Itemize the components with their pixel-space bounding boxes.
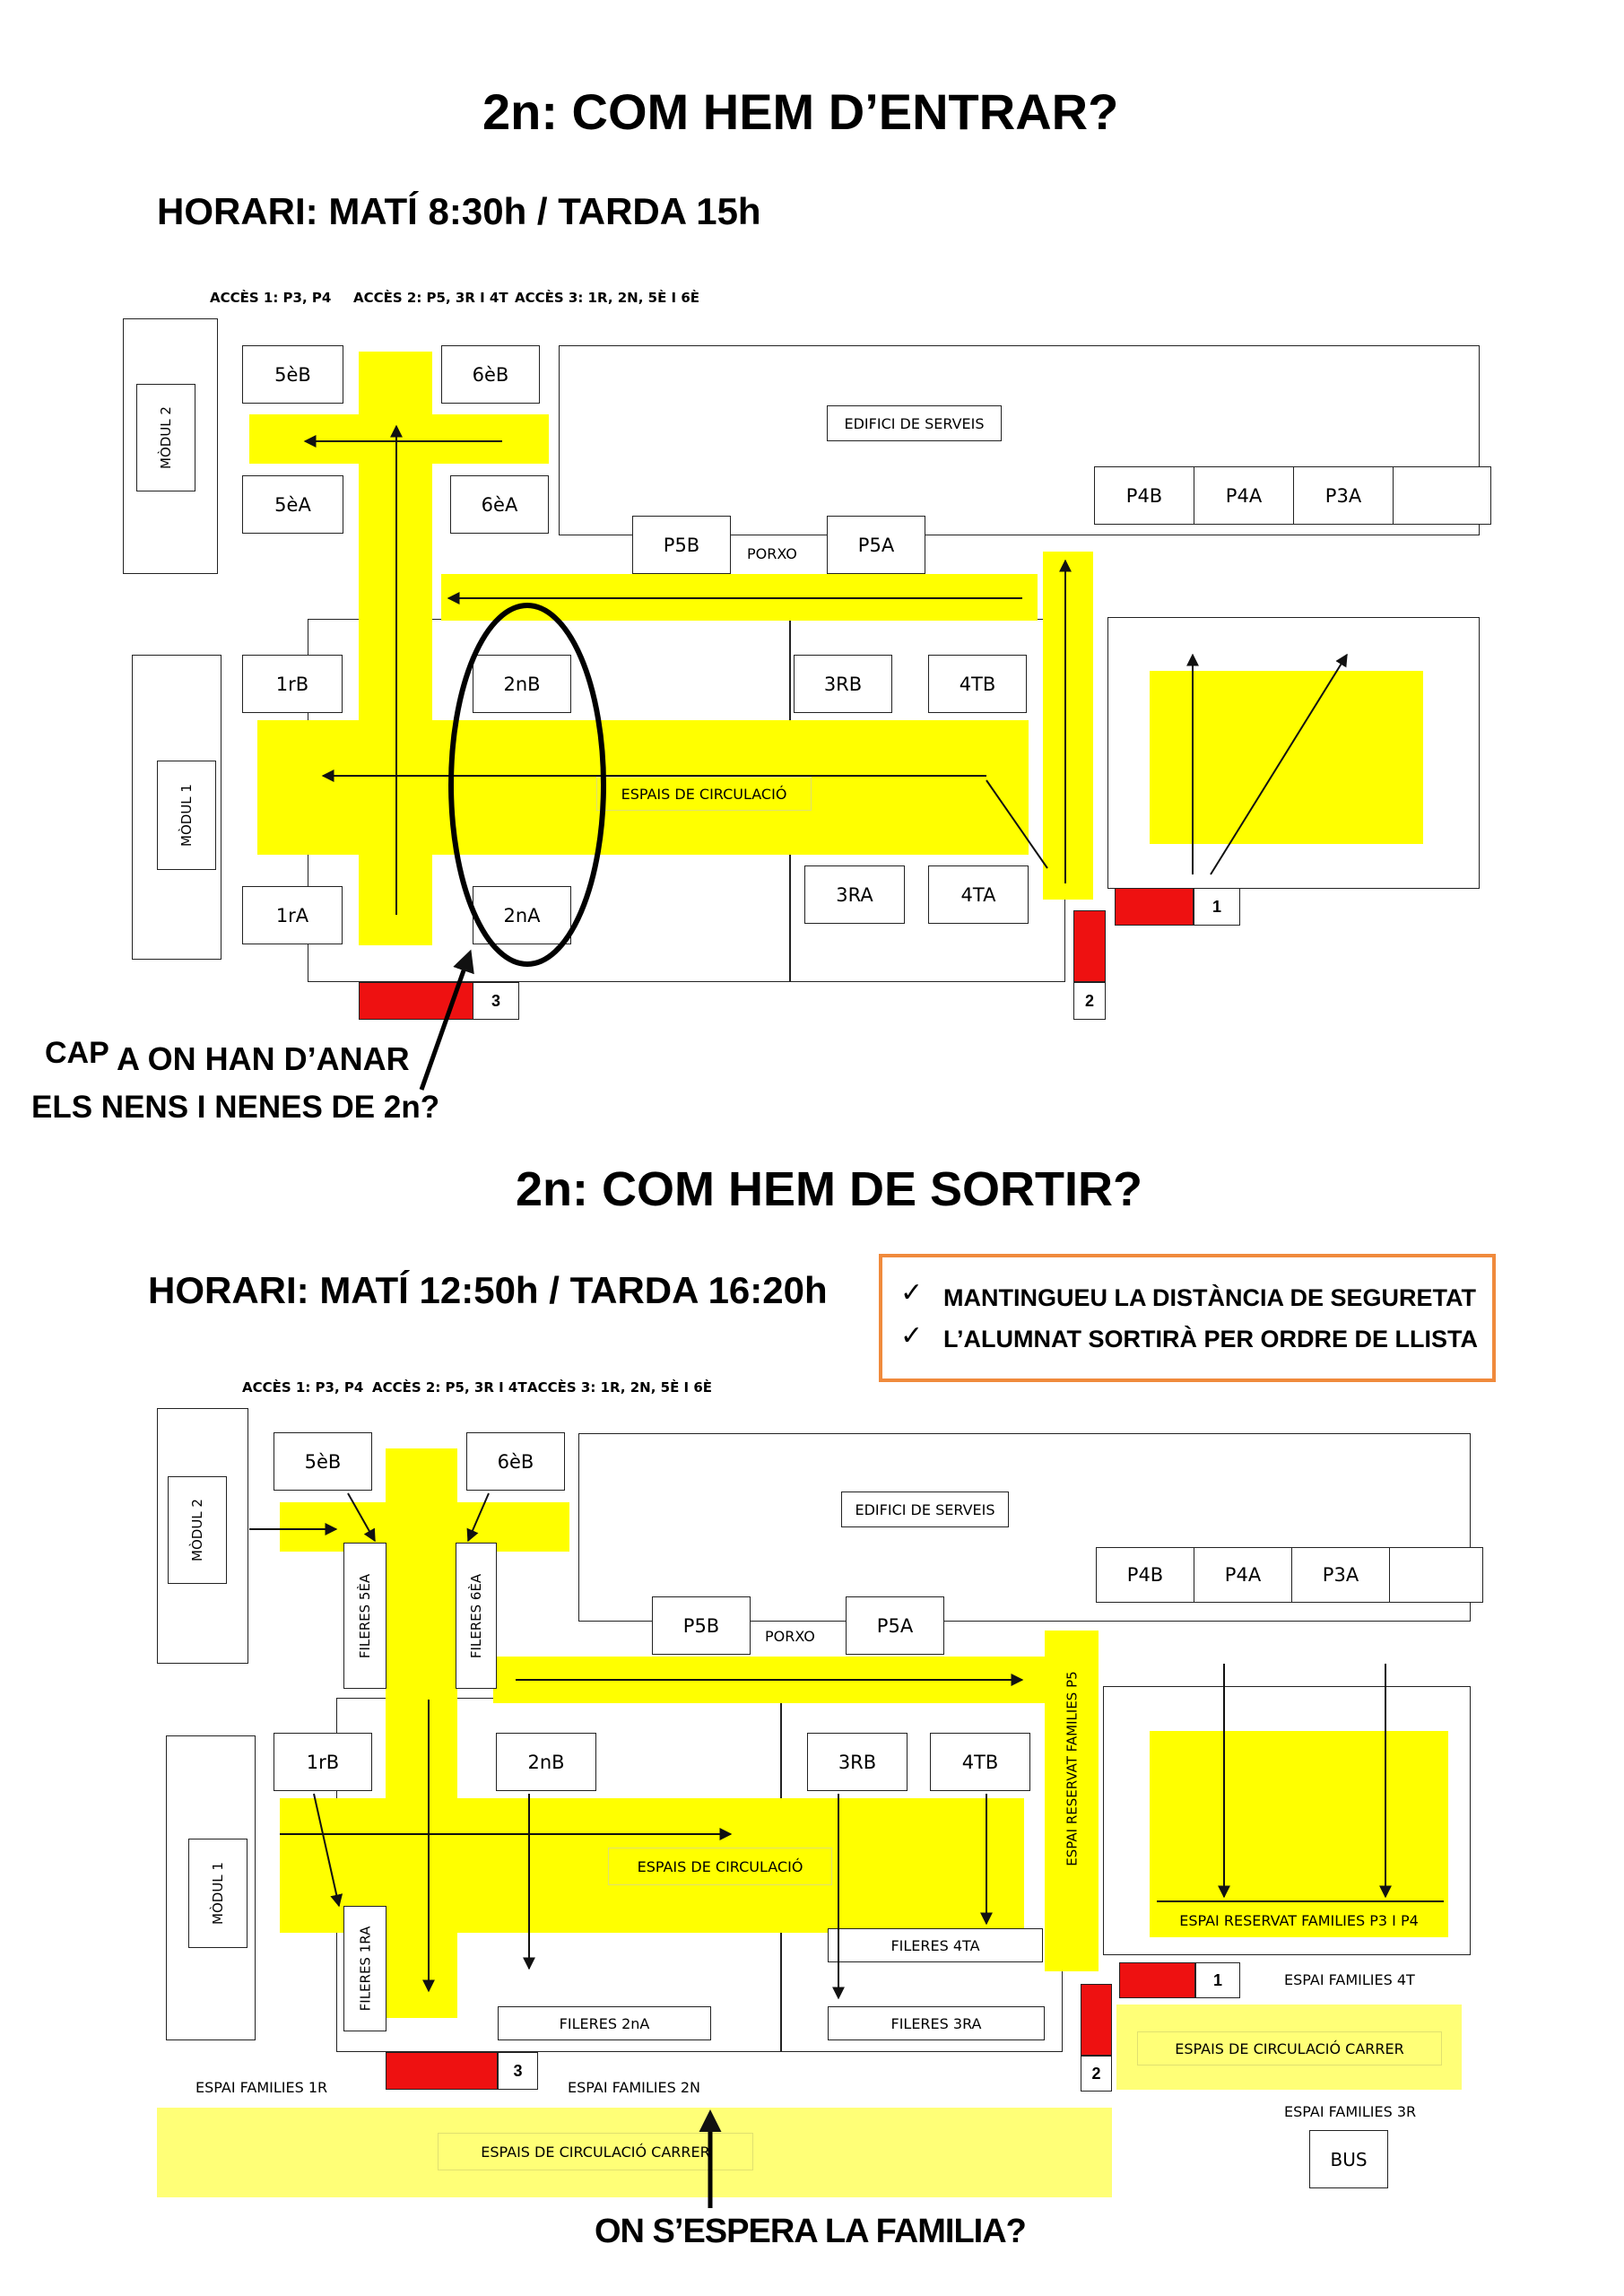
exit-question: ON S’ESPERA LA FAMILIA? — [595, 2213, 1026, 2250]
room-2na: 2nA — [473, 886, 571, 944]
module-2-label: MÒDUL 2 — [136, 384, 195, 491]
exit-reserved-p5-label: ESPAI RESERVAT FAMILIES P5 — [1064, 1671, 1081, 1866]
porxo-label: PORXO — [747, 545, 797, 562]
exit-gate-2-number: 2 — [1081, 2056, 1112, 2092]
exit-room-p5b: P5B — [652, 1596, 751, 1655]
exit-families-2n: ESPAI FAMILIES 2N — [568, 2079, 700, 2096]
gate-3-number: 3 — [473, 982, 519, 1020]
exit-families-4t: ESPAI FAMILIES 4T — [1284, 1971, 1415, 1988]
exit-module-1-label: MÒDUL 1 — [188, 1839, 248, 1948]
room-5ea: 5èA — [242, 475, 343, 534]
exit-reserved-p3p4-label: ESPAI RESERVAT FAMILIES P3 I P4 — [1179, 1911, 1419, 1929]
exit-arrow-1rb — [314, 1794, 339, 1906]
exit-queue-6ea: FILERES 6ÈA — [456, 1543, 497, 1689]
exit-title: 2n: COM HEM DE SORTIR? — [516, 1162, 1142, 1216]
exit-services-label: EDIFICI DE SERVEIS — [841, 1492, 1009, 1527]
exit-gate-3-number: 3 — [498, 2052, 538, 2090]
exit-schedule: HORARI: MATÍ 12:50h / TARDA 16:20h — [148, 1269, 828, 1311]
exit-porxo-label: PORXO — [765, 1628, 815, 1645]
exit-note-check-1: ✓ — [900, 1278, 924, 1308]
exit-room-p3a: P3A — [1291, 1547, 1390, 1603]
exit-room-5eb: 5èB — [274, 1432, 372, 1491]
room-1rb: 1rB — [242, 655, 343, 713]
room-4ta: 4TA — [928, 865, 1029, 924]
gate-1-number: 1 — [1194, 888, 1240, 926]
exit-note-check-2: ✓ — [900, 1321, 924, 1351]
entry-title: 2n: COM HEM D’ENTRAR? — [482, 83, 1119, 140]
exit-circulation-street-bottom: ESPAIS DE CIRCULACIÓ CARRER — [438, 2133, 753, 2170]
entry-question-cap: CAP — [45, 1036, 109, 1070]
exit-access-1: ACCÈS 1: P3, P4 — [242, 1379, 364, 1396]
entry-access-2: ACCÈS 2: P5, 3R I 4T — [353, 290, 508, 306]
entry-access-3: ACCÈS 3: 1R, 2N, 5È I 6È — [515, 290, 700, 306]
exit-room-1rb: 1rB — [274, 1733, 372, 1791]
exit-room-p5a: P5A — [846, 1596, 944, 1655]
entry-question-line2: ELS NENS I NENES DE 2n? — [31, 1090, 440, 1125]
exit-bus-stop: BUS — [1309, 2130, 1388, 2188]
room-6ea: 6èA — [450, 475, 549, 534]
exit-circulation-street-right: ESPAIS DE CIRCULACIÓ CARRER — [1137, 2031, 1442, 2066]
gate-2-number: 2 — [1073, 982, 1106, 1020]
module-1-label: MÒDUL 1 — [157, 761, 216, 870]
room-5eb: 5èB — [242, 345, 343, 404]
exit-room-6eb: 6èB — [466, 1432, 565, 1491]
exit-note-2: L’ALUMNAT SORTIRÀ PER ORDRE DE LLISTA — [943, 1326, 1478, 1352]
room-p5a: P5A — [827, 516, 925, 574]
exit-queue-3ra: FILERES 3RA — [828, 2006, 1045, 2040]
room-p3a: P3A — [1293, 466, 1394, 525]
exit-queue-2na: FILERES 2nA — [498, 2006, 711, 2040]
room-3ra: 3RA — [804, 865, 905, 924]
room-6eb: 6èB — [441, 345, 540, 404]
exit-module-2-label: MÒDUL 2 — [168, 1476, 227, 1584]
room-p4a: P4A — [1194, 466, 1294, 525]
entry-schedule: HORARI: MATÍ 8:30h / TARDA 15h — [157, 190, 761, 232]
exit-room-3rb: 3RB — [807, 1733, 908, 1791]
room-1ra: 1rA — [242, 886, 343, 944]
room-p4b: P4B — [1094, 466, 1194, 525]
exit-queue-5ea: FILERES 5ÈA — [343, 1543, 386, 1689]
exit-queue-1ra: FILERES 1RA — [343, 1906, 386, 2031]
exit-circulation-label: ESPAIS DE CIRCULACIÓ — [608, 1848, 832, 1885]
circulation-label: ESPAIS DE CIRCULACIÓ — [596, 777, 812, 811]
entry-access-1: ACCÈS 1: P3, P4 — [210, 290, 332, 306]
room-p5b: P5B — [632, 516, 731, 574]
room-3rb: 3RB — [794, 655, 892, 713]
exit-access-3: ACCÈS 3: 1R, 2N, 5È I 6È — [527, 1379, 713, 1396]
services-label: EDIFICI DE SERVEIS — [827, 405, 1002, 441]
exit-note-1: MANTINGUEU LA DISTÀNCIA DE SEGURETAT — [943, 1284, 1476, 1311]
exit-families-1r: ESPAI FAMILIES 1R — [195, 2079, 328, 2096]
room-4tb: 4TB — [928, 655, 1027, 713]
room-2nb: 2nB — [473, 655, 571, 713]
exit-arrow-5eb — [348, 1493, 375, 1541]
exit-room-4tb: 4TB — [930, 1733, 1030, 1791]
exit-families-3r: ESPAI FAMILIES 3R — [1284, 2103, 1417, 2120]
exit-room-2nb: 2nB — [496, 1733, 596, 1791]
exit-room-p4a: P4A — [1194, 1547, 1292, 1603]
exit-gate-1-number: 1 — [1195, 1962, 1240, 1998]
exit-arrow-6eb — [468, 1493, 489, 1541]
entry-question-line1: A ON HAN D’ANAR — [117, 1040, 410, 1077]
exit-access-2: ACCÈS 2: P5, 3R I 4T — [372, 1379, 527, 1396]
exit-queue-4ta: FILERES 4TA — [828, 1928, 1043, 1962]
exit-room-p4b: P4B — [1096, 1547, 1194, 1603]
